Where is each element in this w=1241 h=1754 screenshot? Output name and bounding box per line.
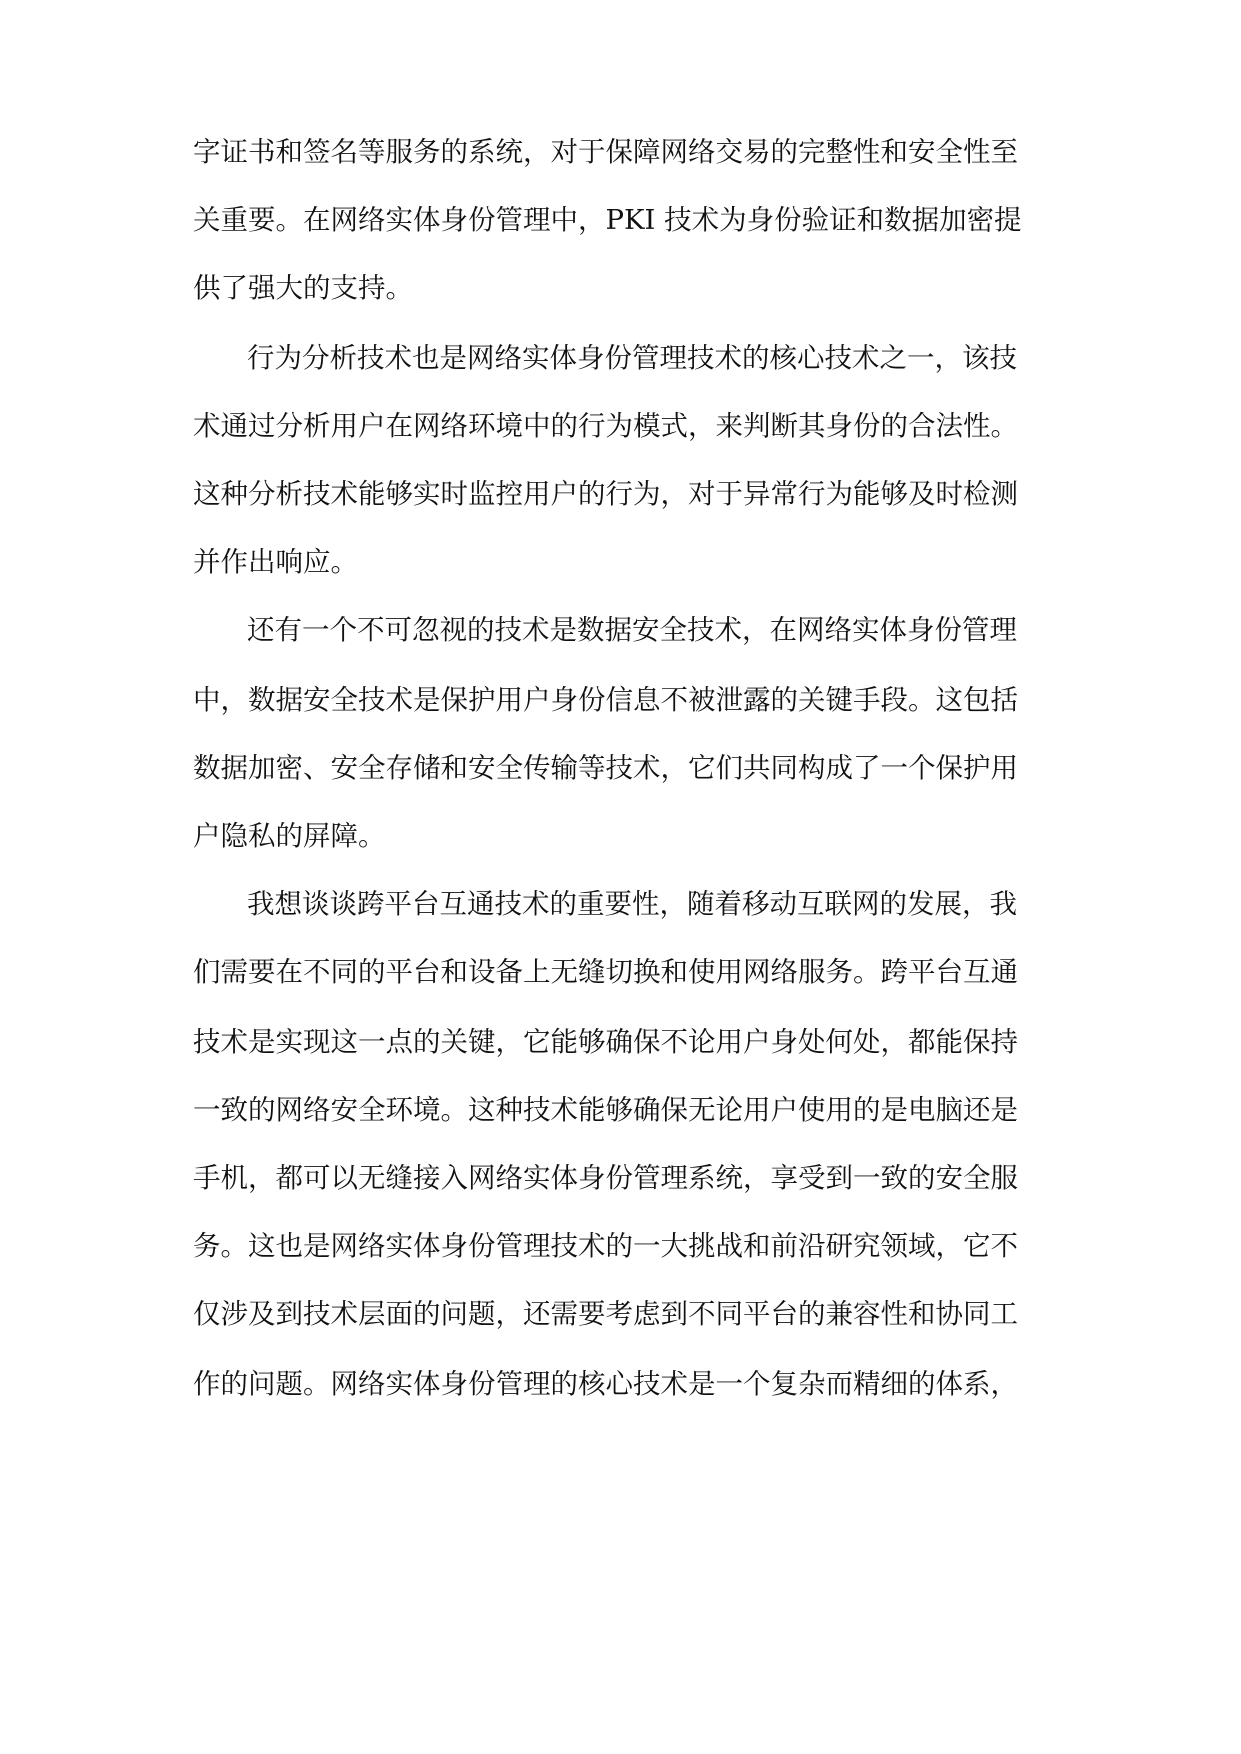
text-line: 供了强大的支持。: [193, 272, 413, 304]
text-line: 作的问题。网络实体身份管理的核心技术是一个复杂而精细的体系，: [193, 1368, 1018, 1400]
text-line: 一致的网络安全环境。这种技术能够确保无论用户使用的是电脑还是: [193, 1094, 1018, 1126]
text-line: 关重要。在网络实体身份管理中，PKI 技术为身份验证和数据加密提: [193, 204, 1022, 236]
text-line: 手机，都可以无缝接入网络实体身份管理系统，享受到一致的安全服: [193, 1162, 1018, 1194]
text-line: 行为分析技术也是网络实体身份管理技术的核心技术之一，该技: [247, 342, 1017, 374]
text-line: 户隐私的屏障。: [193, 820, 386, 852]
text-line: 仅涉及到技术层面的问题，还需要考虑到不同平台的兼容性和协同工: [193, 1298, 1018, 1330]
text-line: 并作出响应。: [193, 546, 358, 578]
text-line: 中，数据安全技术是保护用户身份信息不被泄露的关键手段。这包括: [193, 684, 1018, 716]
text-line: 技术是实现这一点的关键，它能够确保不论用户身处何处，都能保持: [193, 1026, 1018, 1058]
text-line: 数据加密、安全存储和安全传输等技术，它们共同构成了一个保护用: [193, 752, 1018, 784]
text-line: 们需要在不同的平台和设备上无缝切换和使用网络服务。跨平台互通: [193, 956, 1018, 988]
text-line: 还有一个不可忽视的技术是数据安全技术，在网络实体身份管理: [247, 614, 1017, 646]
text-line: 务。这也是网络实体身份管理技术的一大挑战和前沿研究领域，它不: [193, 1230, 1018, 1262]
text-line: 字证书和签名等服务的系统，对于保障网络交易的完整性和安全性至: [193, 136, 1018, 168]
text-line: 术通过分析用户在网络环境中的行为模式，来判断其身份的合法性。: [193, 410, 1018, 442]
text-line: 这种分析技术能够实时监控用户的行为，对于异常行为能够及时检测: [193, 478, 1018, 510]
text-line: 我想谈谈跨平台互通技术的重要性，随着移动互联网的发展，我: [247, 888, 1017, 920]
